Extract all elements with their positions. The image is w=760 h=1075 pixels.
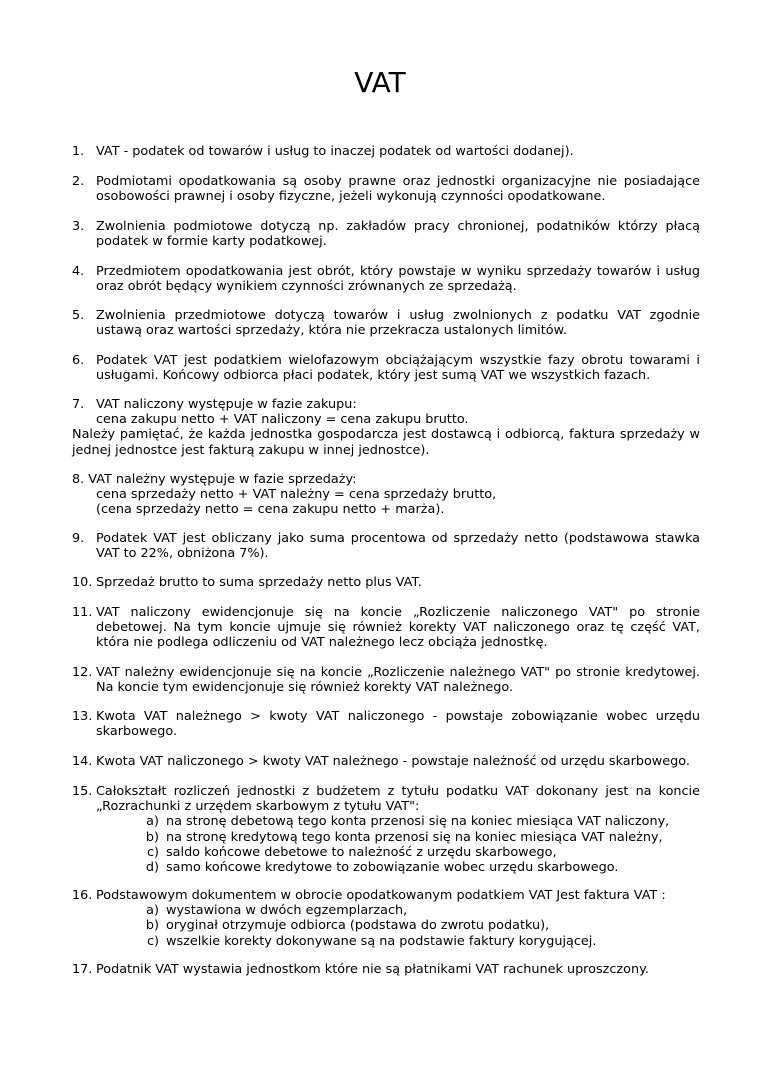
item-formula: cena sprzedaży netto + VAT należny = cena sprzedaży brutto, bbox=[96, 487, 497, 503]
list-item-4 bbox=[72, 264, 700, 294]
item-text: Sprzedaż brutto to suma sprzedaży netto plus VAT. bbox=[96, 575, 422, 590]
list-item-16 bbox=[72, 888, 700, 949]
item-text: Zwolnienia przedmiotowe dotyczą towarów i usług zwolnionych z podatku VAT zgodnie ustawą oraz wartości sprzedaży, która nie przekracza ustalonych limitów. bbox=[96, 308, 700, 339]
sub-item bbox=[142, 918, 700, 933]
item-text: Kwota VAT naliczonego > kwoty VAT należnego - powstaje należność od urzędu skarbowego. bbox=[96, 754, 690, 769]
list-item-5 bbox=[72, 308, 700, 338]
sub-item-text: samo końcowe kredytowe to zobowiązanie wobec urzędu skarbowego. bbox=[166, 860, 619, 876]
sub-item-label: c) bbox=[146, 844, 159, 860]
sub-item bbox=[142, 860, 700, 875]
item-text: Przedmiotem opodatkowania jest obrót, który powstaje w wyniku sprzedaży towarów i usług oraz obrót będący wynikiem czynności zrównanych ze sprzedażą. bbox=[96, 264, 700, 295]
item-number: 7. bbox=[72, 397, 85, 412]
list-item-7 bbox=[72, 397, 700, 458]
list-item-6 bbox=[72, 353, 700, 383]
item-number: 14. bbox=[72, 754, 93, 769]
sub-item-label: a) bbox=[146, 903, 159, 919]
sub-item-text: saldo końcowe debetowe to należność z urzędu skarbowego, bbox=[166, 844, 557, 860]
sub-item bbox=[142, 830, 700, 845]
item-number: 12. bbox=[72, 665, 93, 680]
item-number: 3. bbox=[72, 219, 85, 234]
sub-item bbox=[142, 814, 700, 829]
list-item-12 bbox=[72, 665, 700, 695]
item-text: VAT - podatek od towarów i usług to inaczej podatek od wartości dodanej). bbox=[96, 144, 574, 159]
item-text: Kwota VAT należnego > kwoty VAT naliczonego - powstaje zobowiązanie wobec urzędu skarbowego. bbox=[96, 709, 700, 740]
item-text: Podatek VAT jest podatkiem wielofazowym obciążającym wszystkie fazy obrotu towarami i usługami. Końcowy odbiorca płaci podatek, który jest sumą VAT we wszystkich fazach. bbox=[96, 353, 700, 384]
list-item-14 bbox=[72, 754, 700, 769]
item-number: 1. bbox=[72, 144, 85, 159]
item-text: Całokształt rozliczeń jednostki z budżetem z tytułu podatku VAT dokonany jest na koncie „Rozrachunki z urzędem skarbowym z tytułu VAT": bbox=[96, 784, 700, 815]
item-number: 9. bbox=[72, 531, 85, 546]
item-text: Podstawowym dokumentem w obrocie opodatkowanym podatkiem VAT Jest faktura VAT : bbox=[96, 888, 666, 903]
item-note: Należy pamiętać, że każda jednostka gospodarcza jest dostawcą i odbiorcą, faktura sprzedaży w jednej jednostce jest fakturą zakupu w innej jednostce). bbox=[72, 427, 700, 458]
list-item-17 bbox=[72, 962, 700, 977]
sub-item bbox=[142, 903, 700, 918]
item-number: 16. bbox=[72, 888, 93, 903]
item-number: 17. bbox=[72, 962, 93, 977]
sub-item bbox=[142, 845, 700, 860]
list-item-11 bbox=[72, 605, 700, 651]
item-number: 5. bbox=[72, 308, 85, 323]
item-number: 6. bbox=[72, 353, 85, 368]
sub-item-label: b) bbox=[145, 829, 159, 845]
item-text: Zwolnienia podmiotowe dotyczą np. zakładów pracy chronionej, podatników którzy płacą podatek w formie karty podatkowej. bbox=[96, 219, 700, 250]
item-formula: (cena sprzedaży netto = cena zakupu netto + marża). bbox=[96, 502, 445, 518]
sub-item-text: oryginał otrzymuje odbiorca (podstawa do zwrotu podatku), bbox=[166, 918, 550, 934]
item-text: VAT naliczony występuje w fazie zakupu: bbox=[96, 397, 357, 412]
sub-item-label: b) bbox=[145, 918, 159, 934]
list-item-13 bbox=[72, 709, 700, 739]
item-formula: cena zakupu netto + VAT naliczony = cena zakupu brutto. bbox=[96, 412, 469, 428]
item-text: VAT należny ewidencjonuje się na koncie „Rozliczenie należnego VAT" po stronie kredytowej. Na koncie tym ewidencjonuje się również korekty VAT należnego. bbox=[96, 665, 700, 696]
list-item-2 bbox=[72, 174, 700, 204]
list-item-8 bbox=[72, 472, 700, 518]
item-number: 13. bbox=[72, 709, 93, 724]
document-title: VAT bbox=[354, 66, 406, 99]
item-text: VAT naliczony ewidencjonuje się na koncie „Rozliczenie naliczonego VAT" po stronie debetowej. Na tym koncie ujmuje się również korekty VAT naliczonego oraz tę część VAT, która nie podlega odliczeniu od VAT należnego lecz obciąża jednostkę. bbox=[96, 605, 700, 651]
sub-item-text: wszelkie korekty dokonywane są na podstawie faktury korygującej. bbox=[166, 933, 597, 949]
item-number: 2. bbox=[72, 174, 85, 189]
sub-item-text: na stronę debetową tego konta przenosi się na koniec miesiąca VAT naliczony, bbox=[166, 814, 670, 830]
item-number: 10. bbox=[72, 575, 93, 590]
item-number: 11. bbox=[72, 605, 93, 620]
list-item-1 bbox=[72, 144, 700, 159]
sub-item bbox=[142, 934, 700, 949]
item-text: Podatek VAT jest obliczany jako suma procentowa od sprzedaży netto (podstawowa stawka VAT to 22%, obniżona 7%). bbox=[96, 531, 700, 562]
list-item-9 bbox=[72, 531, 700, 561]
item-number: 4. bbox=[72, 264, 85, 279]
list-item-10 bbox=[72, 575, 700, 590]
sub-item-label: c) bbox=[146, 933, 159, 949]
item-number: 15. bbox=[72, 784, 93, 799]
item-text: Podatnik VAT wystawia jednostkom które nie są płatnikami VAT rachunek uproszczony. bbox=[96, 962, 649, 977]
sub-item-label: d) bbox=[145, 860, 159, 876]
item-text: 8. VAT należny występuje w fazie sprzedaży: bbox=[72, 472, 357, 487]
list-item-15 bbox=[72, 784, 700, 875]
sub-item-text: na stronę kredytową tego konta przenosi się na koniec miesiąca VAT należny, bbox=[166, 829, 663, 845]
list-item-3 bbox=[72, 219, 700, 249]
item-text: Podmiotami opodatkowania są osoby prawne oraz jednostki organizacyjne nie posiadające osobowości prawnej i osoby fizyczne, jeżeli wykonują czynności opodatkowane. bbox=[96, 174, 700, 205]
sub-item-text: wystawiona w dwóch egzemplarzach, bbox=[166, 903, 408, 919]
sub-item-label: a) bbox=[146, 814, 159, 830]
